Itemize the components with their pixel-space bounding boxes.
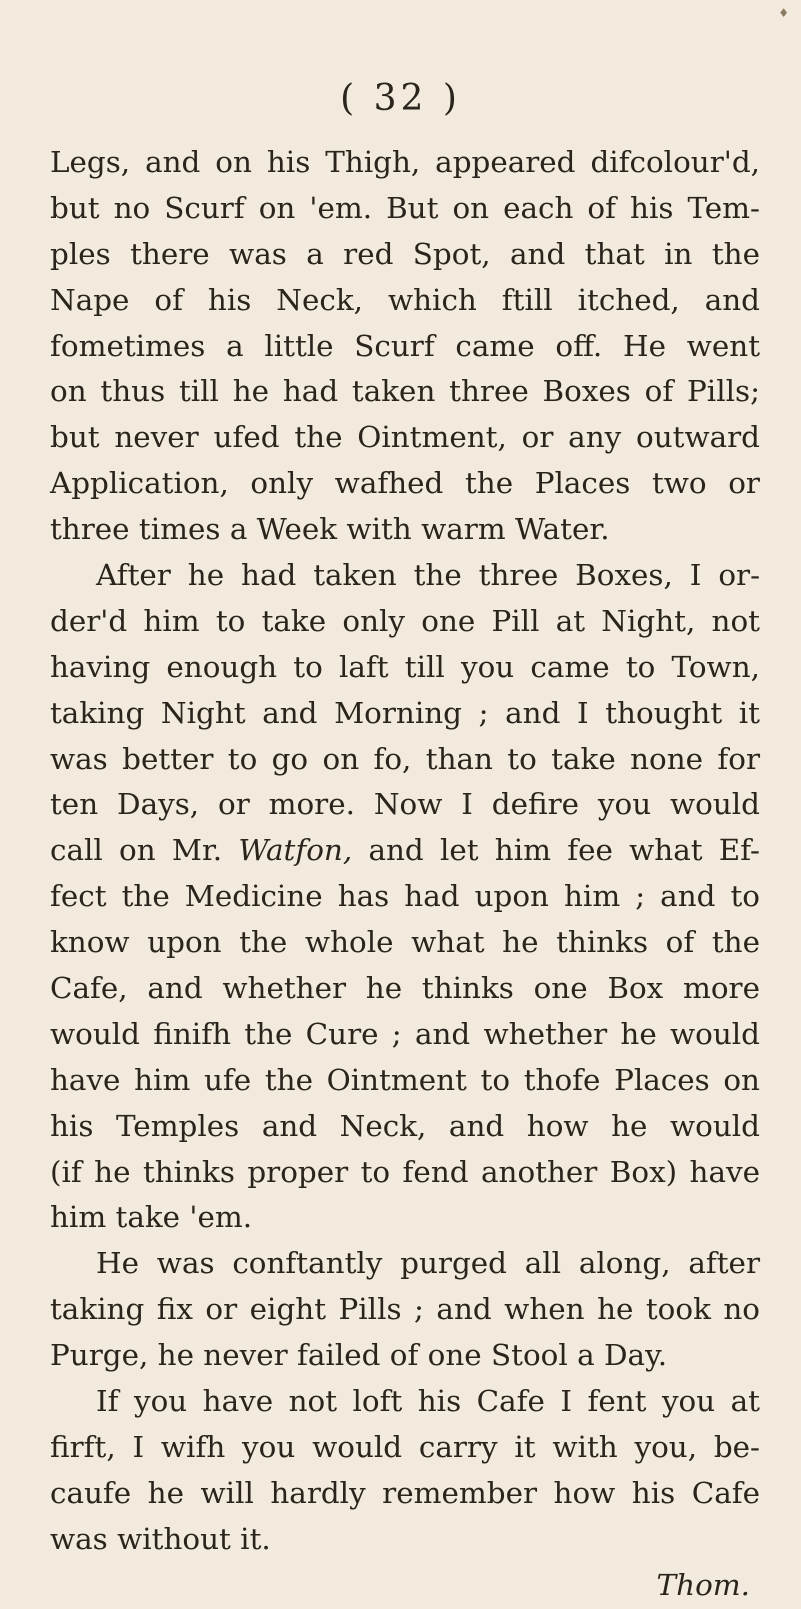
text-line: would finifh the Cure ; and whether he would (50, 1016, 760, 1051)
text-line: but never ufed the Ointment, or any outward (50, 420, 760, 455)
text-line: his Temples and Neck, and how he would (50, 1108, 760, 1143)
person-name-watson: Watfon, (238, 833, 353, 868)
text-segment: call on Mr. (50, 833, 223, 868)
text-line: ples there was a red Spot, and that in the (50, 236, 760, 271)
text-line: was without it. (50, 1521, 271, 1556)
body-text (50, 140, 760, 1609)
text-line: Nape of his Neck, which ftill itched, and (50, 282, 760, 317)
paragraph-start-line: He was conftantly purged all along, after (96, 1246, 760, 1281)
catchword: Thom. (656, 1567, 750, 1602)
paragraph-start-line: After he had taken the three Boxes, I or- (96, 558, 760, 593)
text-line: Purge, he never failed of one Stool a Day. (50, 1338, 668, 1373)
text-line: caufe he will hardly remember how his Cafe (50, 1475, 760, 1510)
text-line: der'd him to take only one Pill at Night, not (50, 603, 760, 638)
text-line: ten Days, or more. Now I defire you would (50, 787, 760, 822)
text-line: (if he thinks proper to fend another Box) have (50, 1154, 760, 1189)
page-number: ( 32 ) (340, 78, 461, 119)
text-line: on thus till he had taken three Boxes of Pills; (50, 374, 760, 409)
text-line: fect the Medicine has had upon him ; and to (50, 879, 760, 914)
corner-mark: ♦ (778, 6, 789, 20)
paragraph-start-line: If you have not loft his Cafe I fent you at (96, 1384, 760, 1419)
text-line: firft, I wifh you would carry it with you, be- (50, 1429, 760, 1464)
text-line: fometimes a little Scurf came off. He went (50, 328, 760, 363)
text-line: know upon the whole what he thinks of the (50, 925, 760, 960)
text-line: but no Scurf on 'em. But on each of his Tem- (50, 190, 760, 225)
text-line: having enough to laft till you came to Town, (50, 649, 760, 684)
text-line: Application, only wafhed the Places two or (50, 466, 760, 501)
text-line: was better to go on fo, than to take none for (50, 741, 760, 776)
text-line-with-name (50, 828, 760, 874)
text-line: him take 'em. (50, 1200, 253, 1235)
text-line: have him ufe the Ointment to thofe Places on (50, 1062, 760, 1097)
text-line: taking Night and Morning ; and I thought it (50, 695, 760, 730)
text-line: Legs, and on his Thigh, appeared difcolour'd, (50, 145, 760, 179)
text-line: three times a Week with warm Water. (50, 512, 610, 547)
text-line: taking fix or eight Pills ; and when he took no (50, 1292, 760, 1327)
text-segment: and let him fee what Ef- (368, 833, 760, 868)
text-line: Cafe, and whether he thinks one Box more (50, 971, 760, 1006)
